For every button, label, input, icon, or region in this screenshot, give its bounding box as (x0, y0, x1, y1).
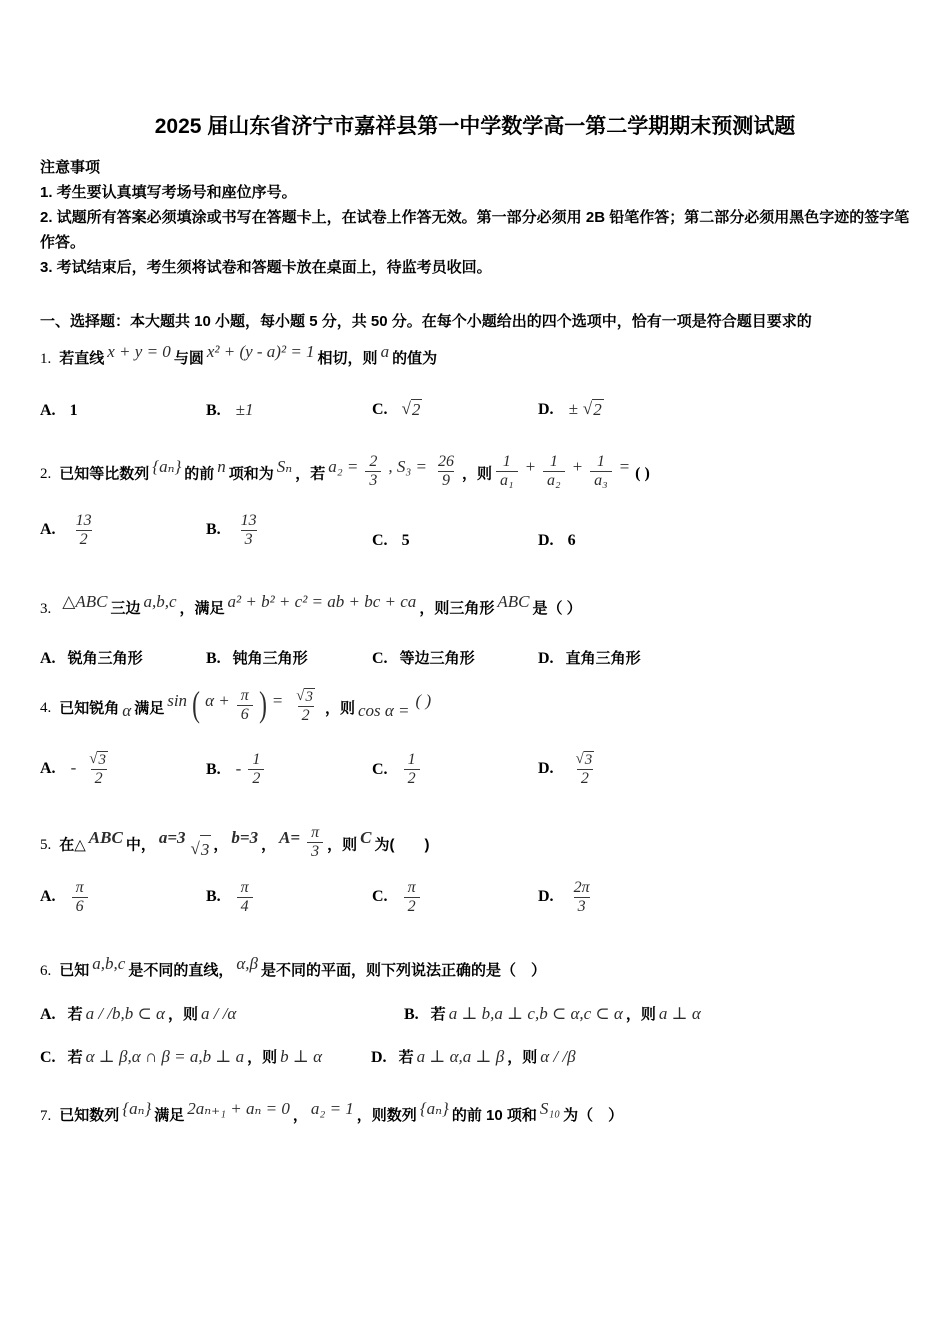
option-d (371, 1046, 579, 1067)
option-label: B. (404, 1006, 419, 1024)
sqrt-radicand: 3 (584, 752, 593, 769)
text-run: ，满足 (179, 599, 225, 617)
option-label: C. (372, 401, 388, 418)
math-run: - (235, 758, 242, 778)
text-run: 在△ (59, 836, 86, 854)
text-run: 相切，则 (317, 350, 378, 367)
text-run: 钝角三角形 (232, 649, 308, 667)
option-b (206, 751, 372, 789)
number-run: 6 (567, 531, 576, 549)
text-run: 已知数列 (59, 1107, 120, 1125)
sqrt (583, 399, 604, 420)
text-run: 若 (67, 1049, 83, 1067)
sqrt-radicand: 3 (305, 688, 313, 705)
math-run: a ⊥ b,a ⊥ c,b ⊂ α,c ⊂ α (448, 1004, 623, 1024)
math-run: cos α = (357, 701, 410, 721)
text-run: ，则 (625, 1006, 656, 1024)
fraction-denominator: 2 (91, 769, 107, 788)
fraction-denominator: 3 (307, 842, 323, 861)
option-d (538, 879, 598, 917)
math-run: α,β (236, 954, 258, 974)
sqrt-radicand: 2 (593, 400, 602, 419)
text-run: 直角三角形 (565, 649, 641, 667)
fraction-denominator: 3 (574, 897, 590, 916)
fraction (434, 453, 458, 491)
math-run: a₂ = 1 (310, 1099, 354, 1119)
text-run: ，则 (507, 1049, 538, 1067)
text-run: 是（ ） (532, 599, 582, 617)
options-row (40, 1046, 910, 1067)
text-run: 为（ ） (563, 1107, 624, 1125)
sqrt-symbol: √ (582, 399, 593, 418)
question-stem (40, 956, 910, 985)
option-b (206, 879, 372, 917)
option-label: B. (206, 402, 221, 419)
fraction-denominator: 2 (298, 706, 314, 725)
sqrt (191, 835, 212, 864)
text-run: 满足 (134, 699, 165, 717)
option-b (206, 647, 372, 668)
text-run: 是不同的直线， (128, 962, 234, 980)
math-run: a ⊥ α,a ⊥ β (416, 1047, 505, 1067)
question-stem: 4. 已知锐角 α 满足 sin ( α + $\frac{\pi}{6}$ ) = √ 3 2 ，则 cos α =( ) (40, 683, 432, 724)
fraction-denominator: 9 (438, 471, 454, 490)
fraction-denominator: 4 (237, 897, 253, 916)
option-label: D. (538, 531, 554, 549)
note-item-3: 3. 考试结束后，考生须将试卷和答题卡放在桌面上，待监考员收回。 (40, 259, 492, 276)
options-row (40, 399, 910, 420)
math-run: a=3 (158, 828, 186, 848)
fraction-denominator: 6 (72, 897, 88, 916)
text-run: 的前 10 项和 (451, 1107, 537, 1125)
question-number: 4. (40, 700, 52, 717)
fraction-numerator: π (311, 823, 320, 841)
math-run: △ABC (62, 591, 108, 611)
option-label: A. (40, 649, 56, 667)
math-run: S₁₀ (539, 1099, 561, 1119)
fraction (290, 687, 321, 726)
sqrt-radicand: 2 (411, 400, 421, 419)
fraction (590, 453, 612, 491)
question-5 (40, 823, 910, 917)
option-b (404, 1003, 704, 1024)
math-run: 2aₙ₊₁ + aₙ = 0 (187, 1099, 290, 1119)
math-run: sin (167, 691, 188, 711)
text-run: 的值为 (392, 350, 438, 367)
fraction-numerator (83, 750, 114, 769)
math-run: ABC (88, 828, 123, 848)
question-4 (40, 683, 910, 789)
option-c (372, 879, 538, 917)
note-item-2: 2. 试题所有答案必须填涂或书写在答题卡上，在试卷上作答无效。第一部分必须用 2B 铅笔作答；第二部分必须用黑色字迹的签字笔作答。 (40, 209, 910, 251)
fraction-numerator: 1 (549, 453, 558, 470)
math-run: b=3 (231, 828, 259, 848)
math-run: + (571, 457, 584, 477)
text-run: 若 (67, 1006, 83, 1024)
option-d (538, 647, 641, 668)
number-run: ( ) (635, 465, 650, 483)
text-run: 为( ) (374, 836, 430, 854)
question-6 (40, 956, 910, 1067)
option-label: C. (372, 531, 388, 549)
option-label: B. (206, 760, 221, 778)
text-run: ，则 (324, 699, 355, 717)
option-label: A. (40, 402, 56, 419)
sqrt (296, 688, 315, 706)
option-c (372, 532, 538, 550)
fraction-numerator: 13 (75, 511, 92, 529)
fraction (404, 751, 420, 789)
text-run: 与圆 (173, 350, 204, 367)
math-run: = (271, 691, 284, 711)
text-run: 等边三角形 (399, 649, 475, 667)
math-run: a / /b,b ⊂ α (85, 1004, 165, 1024)
text-run: ，若 (295, 465, 326, 483)
fraction-numerator (290, 687, 321, 706)
fraction-numerator: 1 (596, 453, 605, 470)
text-run: 若 (430, 1006, 446, 1024)
fraction (248, 751, 264, 789)
sqrt (89, 751, 108, 769)
math-run: α ⊥ β,α ∩ β = a,b ⊥ a (85, 1047, 245, 1067)
option-label: D. (538, 401, 554, 418)
math-run: a,b,c (143, 591, 177, 611)
section-header: 一、选择题：本大题共 10 小题，每小题 5 分，共 50 分。在每个小题给出的四个选项中，恰有一项是符合题目要求的 (40, 313, 812, 330)
question-1 (40, 344, 910, 420)
math-run: C (360, 828, 372, 848)
sqrt-symbol: √ (190, 839, 200, 859)
option-label: C. (372, 649, 388, 667)
fraction (496, 453, 518, 491)
math-run: a (380, 342, 390, 361)
question-stem (40, 453, 910, 494)
fraction (237, 879, 253, 917)
option-label: A. (40, 521, 56, 539)
option-c (372, 751, 538, 789)
option-a (40, 879, 206, 917)
text-run: ，则 (247, 1049, 278, 1067)
option-label: C. (40, 1049, 56, 1067)
fraction-denominator: 2 (248, 769, 264, 788)
option-label: B. (206, 649, 221, 667)
fraction-numerator: 2π (573, 878, 590, 896)
math-run: + (524, 457, 537, 477)
fraction-numerator: 26 (437, 453, 454, 470)
question-2 (40, 453, 910, 550)
option-a (40, 512, 206, 550)
text-run: ， (292, 1107, 308, 1125)
note-item-1: 1. 考生要认真填写考场号和座位序号。 (40, 184, 297, 201)
math-run: {aₙ} (122, 1099, 152, 1119)
fraction (543, 453, 565, 491)
math-run: = (618, 457, 631, 477)
options-row (40, 750, 910, 789)
sqrt-symbol: √ (296, 687, 305, 704)
text-run: 三边 (110, 599, 141, 617)
fraction-denominator: a₃ (590, 471, 612, 490)
option-a (40, 647, 206, 668)
math-run: x² + (y - a)² = 1 (206, 342, 315, 361)
exam-content (0, 112, 950, 1130)
fraction-denominator: 6 (237, 705, 253, 724)
option-c (372, 399, 538, 420)
text-run: 已知 (59, 962, 90, 980)
math-run: , S₃ = (388, 457, 427, 477)
math-run: - (70, 758, 77, 778)
question-stem (40, 1101, 910, 1130)
text-run: ， (213, 836, 229, 854)
fraction-numerator: 1 (502, 453, 511, 470)
fraction-numerator: π (240, 686, 249, 704)
fraction (237, 687, 253, 725)
question-number: 3. (40, 600, 52, 617)
sqrt (402, 399, 423, 420)
option-label: A. (40, 760, 56, 778)
fraction (365, 453, 381, 491)
fraction-numerator: 1 (252, 751, 261, 769)
text-run: 的前 (184, 465, 215, 483)
fraction-numerator: π (407, 878, 416, 896)
math-run: a / /α (200, 1004, 237, 1024)
math-run: A= (279, 828, 301, 848)
question-number: 6. (40, 963, 52, 980)
notes-heading: 注意事项 (40, 159, 101, 176)
math-run: {aₙ} (152, 457, 182, 477)
question-number: 5. (40, 837, 52, 854)
fraction-denominator: a₁ (496, 471, 518, 490)
math-run: ABC (497, 591, 530, 611)
math-run: b ⊥ α (280, 1047, 323, 1067)
math-run: ±1 (235, 400, 254, 419)
option-label: A. (40, 888, 56, 906)
option-label: D. (538, 888, 554, 906)
fraction-denominator: 2 (577, 769, 593, 788)
sqrt-symbol: √ (89, 751, 98, 768)
fraction-numerator (570, 750, 601, 769)
fraction-denominator: a₂ (543, 471, 565, 490)
options-row (40, 647, 910, 668)
number-run: 5 (401, 531, 410, 549)
option-label: D. (538, 649, 554, 667)
text-run: 中， (125, 836, 156, 854)
fraction-numerator: π (75, 878, 84, 896)
fraction-denominator: 3 (365, 471, 381, 490)
option-label: D. (371, 1049, 387, 1067)
fraction-denominator: 2 (404, 897, 420, 916)
options-row (40, 1003, 910, 1024)
math-run: ( ) (415, 691, 432, 711)
math-run: n (217, 457, 226, 477)
sqrt (576, 751, 595, 769)
fraction (83, 750, 114, 789)
fraction-numerator: 1 (407, 751, 416, 769)
question-3 (40, 591, 910, 668)
question-number: 2. (40, 466, 52, 483)
fraction (237, 512, 261, 550)
option-label: D. (538, 760, 554, 778)
page-title: 2025 届山东省济宁市嘉祥县第一中学数学高一第二学期期末预测试题 (154, 115, 796, 138)
option-a (40, 402, 206, 420)
option-c (40, 1046, 371, 1067)
fraction (570, 879, 594, 917)
fraction-denominator: 2 (76, 530, 92, 549)
option-label: B. (206, 888, 221, 906)
question-stem (40, 823, 910, 865)
math-run: ± (568, 399, 578, 418)
sqrt-radicand: 3 (98, 752, 106, 769)
text-run: ，则三角形 (419, 599, 495, 617)
text-run: 项和为 (228, 465, 274, 483)
questions (40, 344, 910, 1130)
option-label: A. (40, 1006, 56, 1024)
math-run: Sₙ (276, 457, 293, 477)
text-run: 是不同的平面，则下列说法正确的是（ ） (260, 962, 546, 980)
question-number: 1. (40, 351, 52, 367)
options-row (40, 512, 910, 550)
text-run: 满足 (154, 1107, 185, 1125)
text-run: 已知锐角 (59, 699, 120, 717)
text-run: 已知等比数列 (59, 465, 150, 483)
math-run: a,b,c (92, 954, 126, 974)
option-b (206, 400, 372, 420)
math-run: α (122, 701, 132, 721)
question-stem (40, 591, 910, 623)
fraction-numerator: 13 (240, 511, 257, 529)
option-c (372, 647, 538, 668)
question-7 (40, 1101, 910, 1130)
text-run: ，则 (327, 836, 358, 854)
fraction-denominator: 2 (404, 769, 420, 788)
text-run: ，则 (167, 1006, 198, 1024)
text-run: ，则数列 (356, 1107, 417, 1125)
option-d (538, 532, 578, 550)
text-run: 若 (398, 1049, 414, 1067)
question-number: 7. (40, 1108, 52, 1125)
text-run: ， (261, 836, 277, 854)
option-d (538, 399, 606, 420)
text-run: 锐角三角形 (67, 649, 143, 667)
option-label: B. (206, 521, 221, 539)
fraction-numerator: π (240, 878, 249, 896)
option-a (40, 1003, 404, 1024)
math-run: a ⊥ α (658, 1004, 701, 1024)
fraction (570, 750, 601, 789)
text-run: 若直线 (59, 350, 105, 367)
number-run: 1 (69, 402, 78, 419)
math-run: a² + b² + c² = ab + bc + ca (227, 591, 417, 611)
fraction (307, 824, 323, 862)
option-d (538, 750, 604, 789)
sqrt-symbol: √ (401, 399, 411, 418)
fraction (404, 879, 420, 917)
math-run: {aₙ} (419, 1099, 449, 1119)
math-run: a₂ = (328, 457, 359, 477)
fraction-numerator: 2 (369, 453, 378, 470)
math-run: α + (205, 691, 230, 711)
text-run: ，则 (461, 465, 492, 483)
option-b (206, 512, 372, 550)
question-stem (40, 344, 910, 373)
option-label: C. (372, 888, 388, 906)
option-label: C. (372, 760, 388, 778)
math-run: x + y = 0 (107, 342, 171, 361)
fraction (72, 512, 96, 550)
option-a (40, 750, 206, 789)
options-row (40, 879, 910, 917)
sqrt-symbol: √ (575, 751, 584, 768)
fraction (72, 879, 88, 917)
fraction-denominator: 3 (241, 530, 257, 549)
math-run: α / /β (540, 1047, 576, 1067)
sqrt-radicand: 3 (200, 835, 212, 864)
